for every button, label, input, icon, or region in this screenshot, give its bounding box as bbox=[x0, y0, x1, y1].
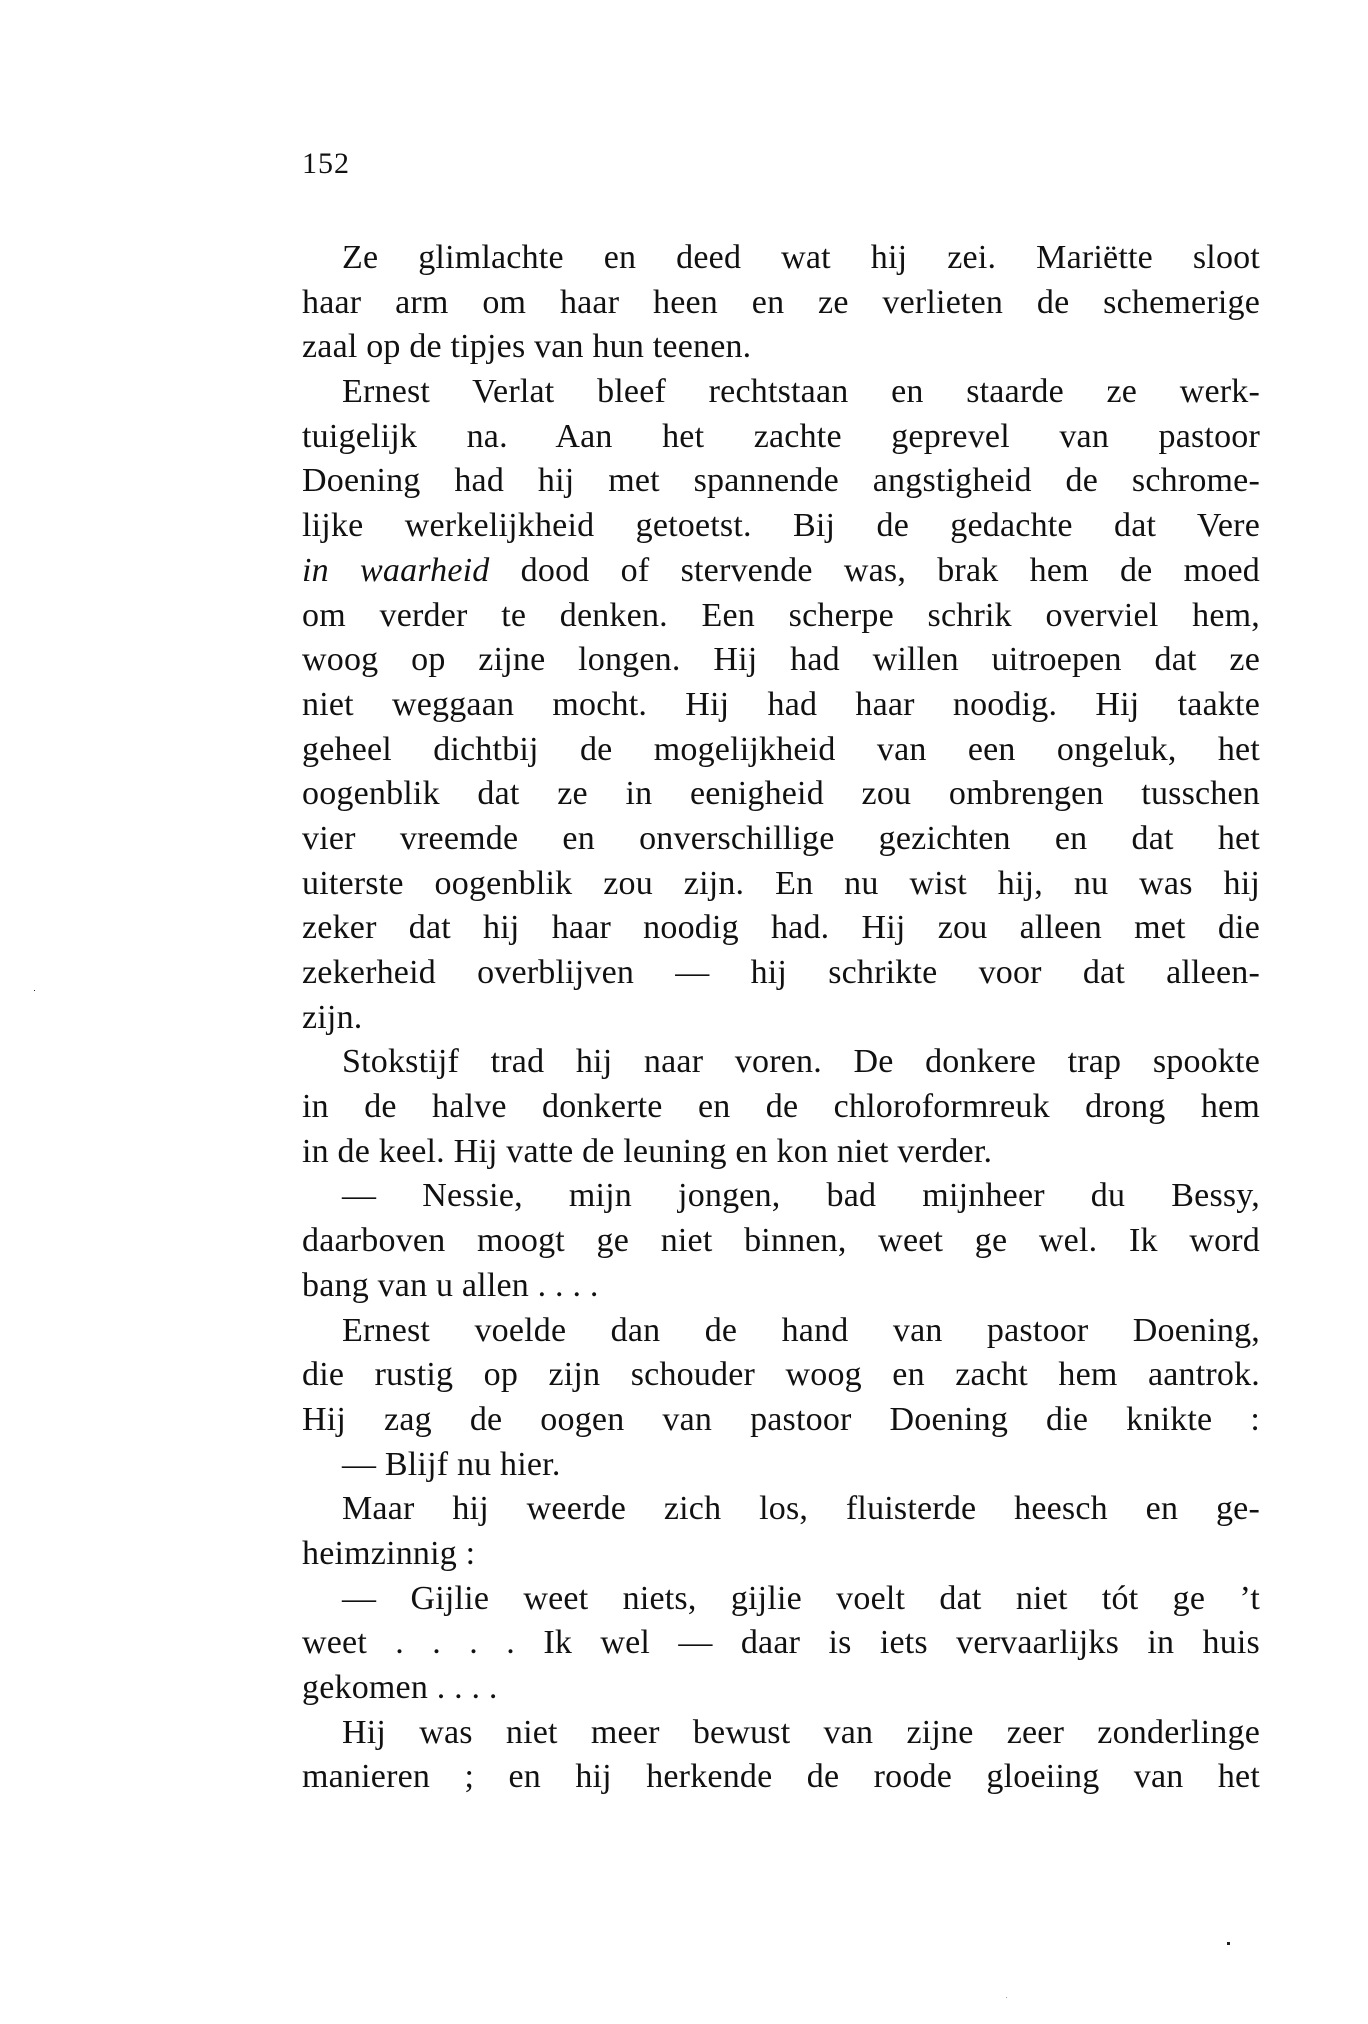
text-line bbox=[302, 549, 1260, 594]
text-line: in de keel. Hij vatte de leuning en kon niet verder. bbox=[302, 1132, 993, 1170]
text-line: oogenblik dat ze in eenigheid zou ombrengen tusschen bbox=[302, 775, 1260, 813]
text-line: woog op zijne longen. Hij had willen uitroepen dat ze bbox=[302, 641, 1260, 679]
text-line: gekomen . . . . bbox=[302, 1669, 498, 1706]
text-line: tuigelijk na. Aan het zachte geprevel van pastoor bbox=[302, 417, 1260, 455]
text-line: haar arm om haar heen en ze verlieten de schemerige bbox=[302, 283, 1260, 321]
text-line: weet . . . . Ik wel — daar is iets vervaarlijks in huis bbox=[302, 1624, 1260, 1662]
text-line: manieren ; en hij herkende de roode gloeiing van het bbox=[302, 1758, 1260, 1796]
text-line: niet weggaan mocht. Hij had haar noodig. Hij taakte bbox=[302, 685, 1260, 723]
text-line: zaal op de tipjes van hun teenen. bbox=[302, 328, 752, 366]
text-line: Ernest voelde dan de hand van pastoor Doening, bbox=[342, 1311, 1260, 1349]
text-line: lijke werkelijkheid getoetst. Bij de gedachte dat Vere bbox=[302, 507, 1260, 545]
italic-phrase: in waarheid bbox=[302, 551, 490, 589]
scan-speck bbox=[1006, 1997, 1007, 1998]
page-number: 152 bbox=[302, 147, 350, 180]
text-line: Ze glimlachte en deed wat hij zei. Mariëtte sloot bbox=[342, 239, 1260, 276]
scan-speck bbox=[34, 990, 35, 991]
text-line: zijn. bbox=[302, 998, 363, 1036]
text-line: in de halve donkerte en de chloroformreuk drong hem bbox=[302, 1088, 1260, 1126]
text-line: daarboven moogt ge niet binnen, weet ge wel. Ik word bbox=[302, 1222, 1260, 1260]
text-line: om verder te denken. Een scherpe schrik overviel hem, bbox=[302, 596, 1260, 634]
scan-speck bbox=[1227, 1942, 1230, 1945]
text-line: die rustig op zijn schouder woog en zacht hem aantrok. bbox=[302, 1356, 1260, 1394]
text-line: — Gijlie weet niets, gijlie voelt dat niet tót ge ’t bbox=[342, 1579, 1260, 1617]
text-line: Hij zag de oogen van pastoor Doening die knikte : bbox=[302, 1400, 1260, 1438]
text-line: Maar hij weerde zich los, fluisterde heesch en ge- bbox=[342, 1490, 1260, 1528]
text-line: Doening had hij met spannende angstigheid de schrome- bbox=[302, 462, 1260, 500]
text-line: Stokstijf trad hij naar voren. De donkere trap spookte bbox=[342, 1043, 1260, 1081]
text-line: uiterste oogenblik zou zijn. En nu wist hij, nu was hij bbox=[302, 864, 1260, 902]
text-line: heimzinnig : bbox=[302, 1534, 476, 1572]
text-line-rest: dood of stervende was, brak hem de moed bbox=[489, 551, 1260, 589]
text-line: zekerheid overblijven — hij schrikte voor dat alleen- bbox=[302, 954, 1260, 991]
text-line: Hij was niet meer bewust van zijne zeer zonderlinge bbox=[342, 1713, 1260, 1751]
text-line: vier vreemde en onverschillige gezichten en dat het bbox=[302, 819, 1260, 857]
text-line: geheel dichtbij de mogelijkheid van een ongeluk, het bbox=[302, 730, 1260, 768]
text-line: bang van u allen . . . . bbox=[302, 1266, 599, 1304]
text-line: Ernest Verlat bleef rechtstaan en staarde ze werk- bbox=[342, 373, 1260, 411]
text-line: zeker dat hij haar noodig had. Hij zou alleen met die bbox=[302, 909, 1260, 947]
text-line: — Blijf nu hier. bbox=[342, 1445, 561, 1483]
body-text bbox=[302, 236, 1260, 1800]
text-line: — Nessie, mijn jongen, bad mijnheer du Bessy, bbox=[342, 1177, 1260, 1215]
